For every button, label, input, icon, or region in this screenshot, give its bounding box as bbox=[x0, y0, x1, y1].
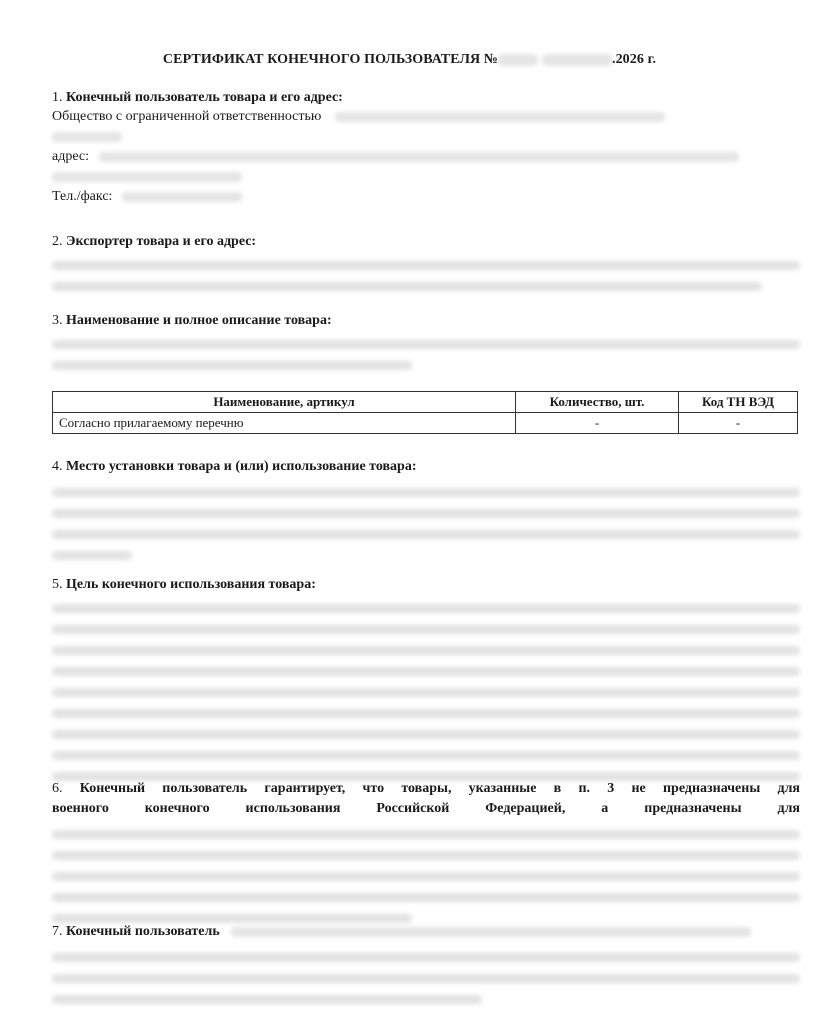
section-title: Конечный пользователь bbox=[66, 924, 220, 939]
redacted-date bbox=[542, 54, 612, 66]
company-line-2 bbox=[52, 127, 800, 147]
guarantee-line-2 bbox=[52, 800, 800, 818]
section-guarantee bbox=[52, 780, 800, 935]
table-cell: - bbox=[679, 413, 798, 434]
phone-line bbox=[52, 187, 800, 207]
address-line bbox=[52, 147, 800, 167]
title-suffix: .2026 г. bbox=[611, 52, 657, 67]
company-label: Общество с ограниченной ответственностью bbox=[52, 109, 322, 124]
section-number: 5. bbox=[52, 577, 63, 592]
column-header: Код ТН ВЭД bbox=[679, 392, 798, 413]
section-heading bbox=[52, 458, 800, 476]
section-heading bbox=[52, 89, 800, 107]
phone-label: Тел./факс: bbox=[52, 189, 113, 204]
section-heading bbox=[52, 923, 800, 941]
section-number: 3. bbox=[52, 313, 63, 328]
section-number: 7. bbox=[52, 924, 63, 939]
section-number: 4. bbox=[52, 459, 63, 474]
section-goods-description bbox=[52, 312, 800, 382]
redacted-address bbox=[99, 152, 739, 162]
redacted-goods-description bbox=[52, 340, 800, 370]
redacted-obligation-start bbox=[231, 927, 751, 937]
redacted-guarantee bbox=[52, 830, 800, 923]
section-number: 2. bbox=[52, 234, 63, 249]
table-cell: Согласно прилагаемому перечню bbox=[53, 413, 516, 434]
redacted-address-cont bbox=[52, 172, 242, 182]
section-end-user bbox=[52, 89, 800, 207]
table-header-row bbox=[53, 392, 798, 413]
section-heading bbox=[52, 233, 800, 251]
section-title: Наименование и полное описание товара: bbox=[66, 313, 332, 328]
guarantee-text-2: военного конечного использования Российской Федерацией, а предназначены для bbox=[52, 801, 800, 816]
section-end-user-obligation bbox=[52, 923, 800, 1016]
redacted-company-cont bbox=[52, 132, 122, 142]
guarantee-text-1: Конечный пользователь гарантирует, что товары, указанные в п. 3 не предназначены для bbox=[79, 781, 800, 796]
section-title: Место установки товара и (или) использование товара: bbox=[66, 459, 417, 474]
address-line-2 bbox=[52, 167, 800, 187]
section-title: Экспортер товара и его адрес: bbox=[66, 234, 257, 249]
redacted-phone bbox=[122, 192, 242, 202]
section-number: 1. bbox=[52, 90, 63, 105]
section-number: 6. bbox=[52, 781, 63, 796]
section-title: Цель конечного использования товара: bbox=[66, 577, 316, 592]
section-heading bbox=[52, 312, 800, 330]
section-title: Конечный пользователь товара и его адрес: bbox=[66, 90, 343, 105]
column-header: Количество, шт. bbox=[516, 392, 679, 413]
company-line bbox=[52, 107, 800, 127]
goods-table bbox=[52, 391, 798, 434]
column-header: Наименование, артикул bbox=[53, 392, 516, 413]
title-prefix: СЕРТИФИКАТ КОНЕЧНОГО ПОЛЬЗОВАТЕЛЯ № bbox=[162, 52, 498, 67]
redacted-company bbox=[335, 112, 665, 122]
address-label: адрес: bbox=[52, 149, 90, 164]
redacted-exporter bbox=[52, 261, 800, 291]
redacted-end-use-purpose bbox=[52, 604, 800, 781]
section-exporter bbox=[52, 233, 800, 303]
table-cell: - bbox=[516, 413, 679, 434]
document-title bbox=[0, 52, 819, 68]
section-heading bbox=[52, 576, 800, 594]
redacted-installation-place bbox=[52, 488, 800, 560]
table-row bbox=[53, 413, 798, 434]
redacted-obligation bbox=[52, 953, 800, 1004]
guarantee-line-1 bbox=[52, 780, 800, 798]
section-end-use-purpose bbox=[52, 576, 800, 793]
redacted-number bbox=[498, 54, 538, 66]
section-installation-place bbox=[52, 458, 800, 572]
